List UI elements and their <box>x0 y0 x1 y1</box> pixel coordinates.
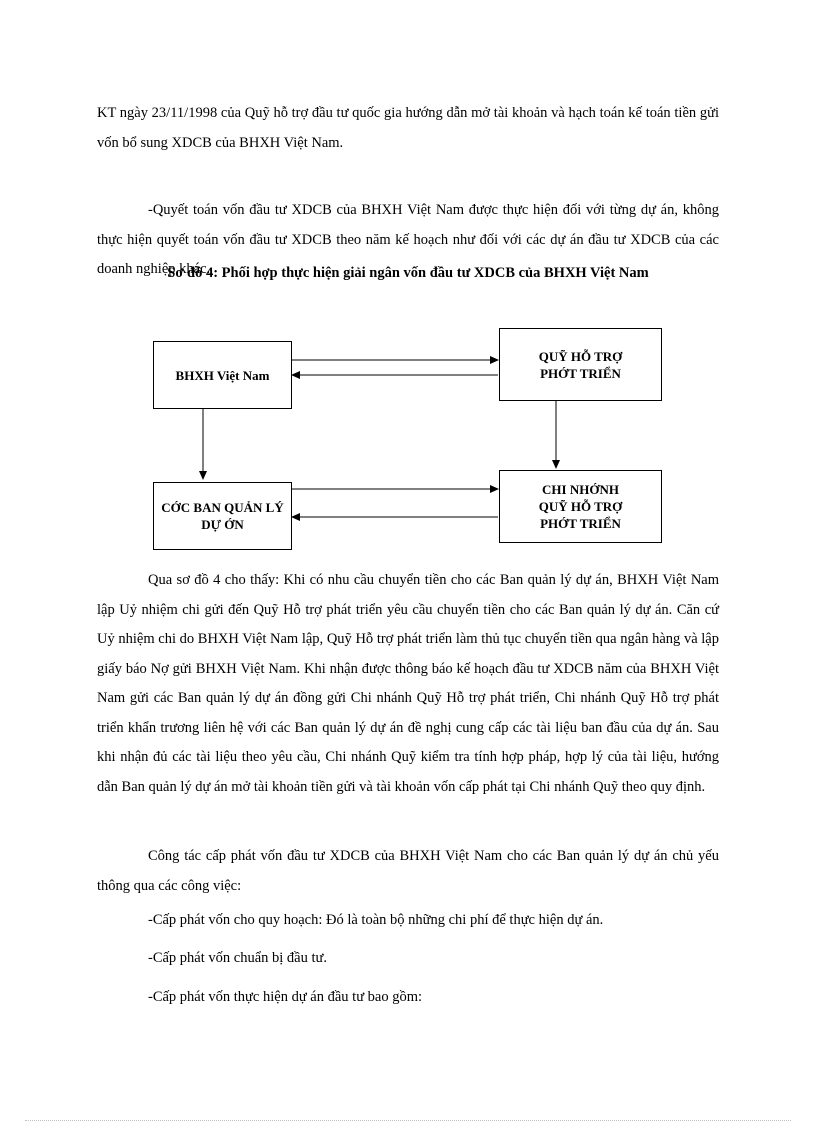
box-chinhanh-label-line1: CHI NHỚNH <box>542 482 619 497</box>
box-chinhanh-label-line3: PHỚT TRIỂN <box>540 516 621 531</box>
box-ban-label-line2: DỰ ỚN <box>201 517 244 532</box>
box-bhxh-label: BHXH Việt Nam <box>175 367 270 383</box>
box-quy-ho-tro-phat-trien <box>499 328 662 401</box>
paragraph-settlement: -Quyết toán vốn đầu tư XDCB của BHXH Việt Nam được thực hiện đối với từng dự án, không thực hiện quyết toán vốn đầu tư XDCB theo năm kế hoạch như đối với các dự án đầu tư XDCB của các doanh nghiệp khác. <box>97 202 719 277</box>
box-cac-ban-quan-ly-du-an <box>153 482 292 550</box>
paragraph-bullet-implementation: -Cấp phát vốn thực hiện dự án đầu tư bao gồm: <box>148 989 423 1005</box>
box-bhxh-viet-nam <box>153 341 292 409</box>
paragraph-funding-work: Công tác cấp phát vốn đầu tư XDCB của BHXH Việt Nam cho các Ban quản lý dự án chủ yếu thông qua các công việc: <box>97 848 719 894</box>
box-chi-nhanh-quy <box>499 470 662 543</box>
box-ban-label-line1: CỚC BAN QUẢN LÝ <box>161 500 284 515</box>
diagram-caption: Sơ đồ 4: Phối hợp thực hiện giải ngân vốn đầu tư XDCB của BHXH Việt Nam <box>167 265 649 281</box>
flow-diagram-connectors <box>0 0 816 560</box>
paragraph-bullet-planning: -Cấp phát vốn cho quy hoạch: Đó là toàn bộ những chi phí để thực hiện dự án. <box>148 912 604 928</box>
box-chinhanh-label-line2: QUỸ HỖ TRỢ <box>538 499 623 514</box>
box-quy-label-line2: PHỚT TRIỂN <box>540 365 621 381</box>
paragraph-diagram-explanation: Qua sơ đồ 4 cho thấy: Khi có nhu cầu chuyển tiền cho các Ban quản lý dự án, BHXH Việt Nam lập Uỷ nhiệm chi gửi đến Quỹ Hỗ trợ phát triển yêu cầu chuyển tiền cho các Ban quản lý dự án. Căn cứ Uỷ nhiệm chi do BHXH Việt Nam lập, Quỹ Hỗ trợ phát triển làm thủ tục chuyển tiền qua ngân hàng và lập giấy báo Nợ gửi BHXH Việt Nam. Khi nhận được thông báo kế hoạch đầu tư XDCB năm của BHXH Việt Nam gửi các Ban quản lý dự án đồng gửi Chi nhánh Quỹ Hỗ trợ phát triển, Chi nhánh Quỹ Hỗ trợ phát triển khẩn trương liên hệ với các Ban quản lý dự án đề nghị cung cấp các tài liệu ban đầu của dự án. Sau khi nhận đủ các tài liệu theo yêu cầu, Chi nhánh Quỹ kiểm tra tính hợp pháp, hợp lý của tài liệu, hướng dẫn Ban quản lý dự án mở tài khoản tiền gửi và tài khoản vốn cấp phát tại Chi nhánh Quỹ theo quy định. <box>97 572 719 795</box>
paragraph-bullet-preparation: -Cấp phát vốn chuẩn bị đầu tư. <box>148 950 327 966</box>
box-quy-label-line1: QUỸ HỖ TRỢ <box>538 348 623 364</box>
page-bottom-divider <box>25 1120 791 1121</box>
paragraph-intro: KT ngày 23/11/1998 của Quỹ hỗ trợ đầu tư quốc gia hướng dẫn mở tài khoản và hạch toán kế toán tiền gửi vốn bổ sung XDCB của BHXH Việt Nam. <box>97 105 719 151</box>
